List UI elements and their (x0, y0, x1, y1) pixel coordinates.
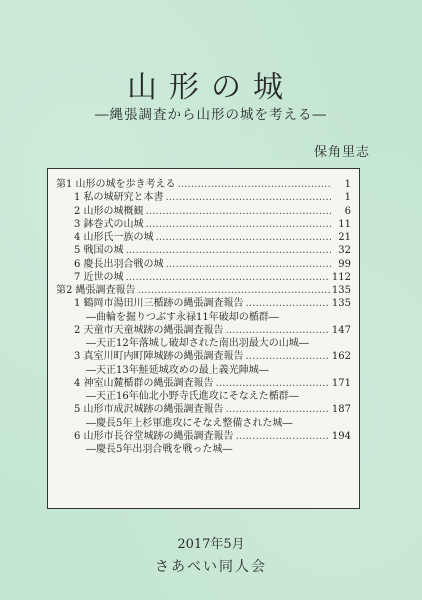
toc-item-label: 2 山形の城概観 (74, 205, 144, 217)
toc-leader (246, 297, 330, 310)
toc-item (56, 191, 351, 204)
toc-item-page: 11 (338, 218, 351, 230)
toc-leader (226, 403, 330, 416)
toc-leader (216, 377, 330, 390)
toc-item-page: 32 (338, 245, 351, 257)
toc-item-label: 5 戦国の城 (74, 245, 124, 257)
toc-item-page: 162 (331, 351, 351, 363)
toc-item-label: 5 山形市成沢城跡の縄張調査報告 (74, 404, 224, 416)
toc-item-label: 1 私の城研究と本書 (74, 192, 164, 204)
toc-item-page: 21 (338, 232, 351, 243)
toc-leader (226, 324, 330, 337)
toc-item-note: ―天正12年落城し破却された南出羽最大の山城― (86, 338, 309, 349)
toc-item-label: 7 近世の城 (74, 271, 124, 283)
toc-item-label: 1 鶴岡市湯田川三楯跡の縄張調査報告 (74, 298, 244, 310)
toc-item-page: 6 (344, 205, 351, 217)
author-name: 保角里志 (313, 145, 370, 160)
toc-part1 (56, 178, 351, 191)
toc-part2-label: 第2 縄張調査報告 (56, 285, 136, 296)
toc-item-label: 6 慶長出羽合戦の城 (74, 258, 164, 270)
toc-item (56, 403, 351, 416)
toc-part1-label: 第1 山形の城を歩き考える (56, 179, 176, 190)
toc-item-page: 112 (331, 271, 351, 283)
toc-part1-page: 1 (344, 179, 351, 190)
toc-leader (246, 350, 330, 363)
toc-leader (138, 284, 330, 297)
toc-leader (126, 244, 331, 257)
toc-leader (166, 258, 331, 271)
toc-item (56, 205, 351, 218)
toc-item (56, 324, 351, 337)
toc-item (56, 244, 351, 257)
toc-item-label: 3 鉢巻式の山城 (74, 218, 144, 230)
toc-item (56, 430, 351, 443)
toc-item-note: ―天正16年仙北小野寺氏進攻にそなえた楯群― (86, 391, 299, 402)
table-of-contents (47, 168, 360, 509)
toc-item-page: 147 (331, 324, 351, 336)
toc-leader (156, 231, 331, 244)
publisher-name: さあべい同人会 (155, 559, 267, 575)
toc-item-label: 4 山形氏一族の城 (74, 232, 154, 243)
toc-item (56, 258, 351, 271)
toc-leader (166, 191, 331, 204)
toc-leader (126, 271, 330, 284)
toc-item (56, 231, 351, 244)
toc-item-page: 99 (338, 258, 351, 270)
toc-item (56, 271, 351, 284)
toc-item-page: 171 (331, 377, 351, 389)
toc-item (56, 297, 351, 310)
toc-leader (146, 205, 331, 218)
toc-item-label: 6 山形市長谷堂城跡の縄張調査報告 (74, 430, 234, 442)
book-subtitle: ―縄張調査から山形の城を考える― (95, 107, 327, 123)
toc-leader (236, 430, 330, 443)
toc-part2-page: 135 (331, 285, 351, 296)
toc-item-page: 1 (344, 192, 351, 204)
toc-leader (178, 178, 331, 191)
toc-item-page: 194 (331, 430, 351, 442)
toc-item-label: 2 天童市天童城跡の縄張調査報告 (74, 324, 224, 336)
toc-item-label: 4 神室山麓楯群の縄張調査報告 (74, 377, 214, 389)
book-title: 山形の城 (127, 70, 295, 105)
toc-item-label: 3 真室川町内町陣城跡の縄張調査報告 (74, 351, 244, 363)
toc-item-note: ―慶長5年出羽合戦を戦った城― (86, 444, 233, 455)
toc-leader (146, 218, 331, 231)
toc-item (56, 377, 351, 390)
toc-item-note: ―曲輪を掘りつぶす永禄11年破却の楯群― (86, 311, 279, 323)
toc-item-page: 135 (331, 298, 351, 310)
toc-item-page: 187 (331, 404, 351, 416)
toc-item-note: ―天正13年鮭延城攻めの最上義光陣城― (86, 364, 269, 376)
toc-part2 (56, 284, 351, 297)
toc-item-note: ―慶長5年上杉軍進攻にそなえ整備された城― (86, 417, 293, 429)
toc-item (56, 218, 351, 231)
publication-date: 2017年5月 (177, 537, 245, 552)
toc-item (56, 350, 351, 363)
